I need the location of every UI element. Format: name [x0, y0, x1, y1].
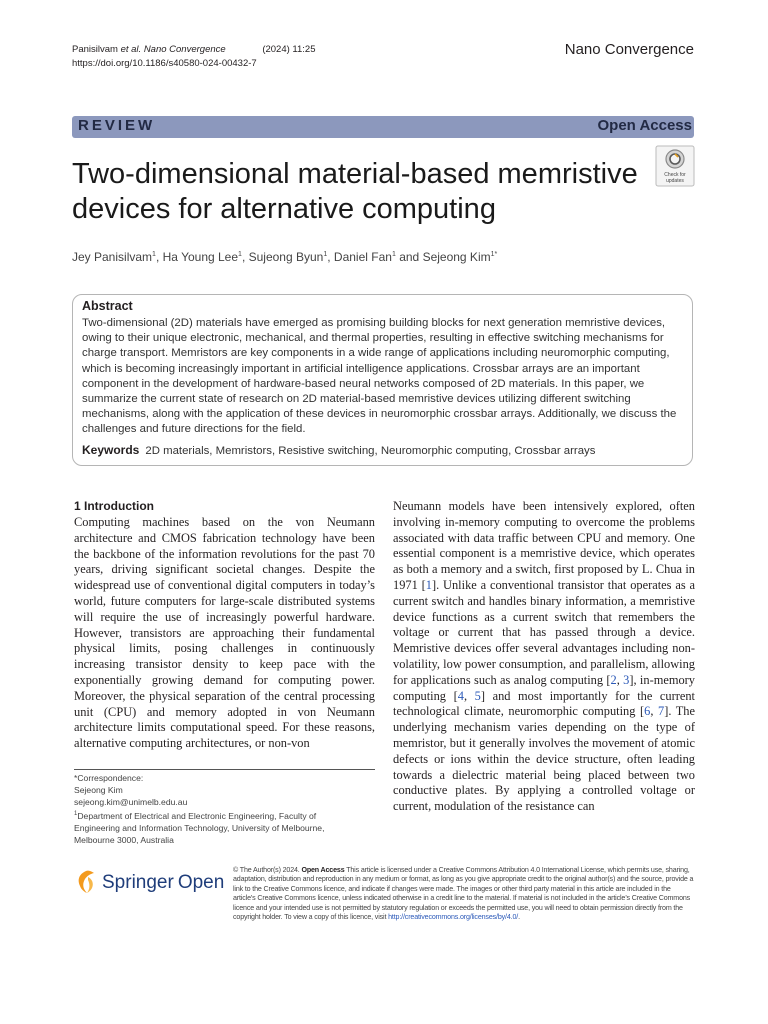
author-list	[72, 250, 497, 264]
check-for-updates-badge[interactable]	[655, 145, 695, 187]
author-name[interactable]: Sujeong Byun	[248, 250, 324, 264]
author-name[interactable]: Ha Young Lee	[162, 250, 239, 264]
keywords-line	[82, 443, 595, 457]
badge-text-2: updates	[666, 178, 684, 184]
license-notice	[233, 866, 695, 922]
author-name[interactable]: Sejeong Kim	[422, 250, 491, 264]
text-run: ]. Unlike a conventional transistor that operates as a current switch and handles binary information, a memristive device functions as a current switch that remembers the voltage or current that has passed through a device. Memristive devices offer several advantages including non-volatility, low power consumption, and parallelism, allowing for applications such as analog computing [	[393, 577, 695, 687]
intro-paragraph-right	[393, 499, 695, 815]
correspondence-email[interactable]: sejeong.kim@unimelb.edu.au	[74, 797, 188, 807]
header-journal-italic: et al. Nano Convergence	[120, 44, 226, 55]
citation-link[interactable]: 1	[425, 577, 432, 592]
section-heading-introduction: 1 Introduction	[74, 499, 154, 513]
citation-link[interactable]: 7	[657, 704, 665, 719]
license-url-link[interactable]: http://creativecommons.org/licenses/by/4.0/	[388, 913, 519, 922]
text-run: Neumann models have been intensively explored, often involving in-memory computing to overcome the problems associated with data traffic between CPU and memory. One essential component is a memristive device, which operates as both a memory and a switch, first proposed by L. Chua in 1971 [	[393, 499, 695, 592]
text-run: ]. The underlying mechanism varies depending on the type of memristor, but it generally involves the movement of atomic defects or ions within the device structure, often leading towards a dielectric material being placed between two conductive plates. By applying a controlled voltage or current, modulation of the resistance can	[393, 704, 695, 814]
citation-link[interactable]: 5	[474, 688, 481, 703]
author-affiliation-sup: 1	[323, 251, 328, 258]
article-type-label: REVIEW	[78, 117, 156, 134]
article-title: Two-dimensional material-based memristive devices for alternative computing	[72, 158, 638, 225]
keywords-list: 2D materials, Memristors, Resistive switching, Neuromorphic computing, Crossbar arrays	[145, 445, 596, 457]
keywords-label: Keywords	[82, 443, 140, 457]
license-end: .	[518, 913, 520, 922]
affiliation-sup: 1	[74, 811, 78, 817]
affiliation-line: Engineering and Information Technology, University of Melbourne,	[74, 822, 325, 833]
open-access-label: Open Access	[597, 117, 692, 134]
badge-text-1: Check for	[664, 172, 686, 178]
author-affiliation-sup: 1	[391, 251, 396, 258]
springer-open-logo-icon	[72, 868, 100, 901]
author-affiliation-sup: 1	[152, 251, 156, 258]
correspondence-name: Sejeong Kim	[74, 785, 123, 795]
license-open-access: Open Access	[301, 866, 345, 874]
citation-link[interactable]: 6	[644, 704, 651, 719]
correspondence-footnote	[74, 772, 324, 846]
citation-separator: ,	[650, 704, 658, 719]
check-updates-icon	[655, 145, 695, 187]
citation-separator: ,	[616, 672, 624, 687]
text-run: ] and most importantly for the current technological climate, neuromorphic computing [	[393, 688, 696, 719]
correspondence-label: *Correspondence:	[74, 773, 144, 783]
affiliation-line	[74, 808, 324, 822]
springer-wordmark-open: Open	[177, 872, 225, 893]
article-header-citation	[72, 43, 315, 71]
springer-wordmark-main: Springer	[102, 872, 174, 893]
header-authors: Panisilvam	[72, 44, 118, 55]
journal-name: Nano Convergence	[564, 41, 694, 58]
intro-paragraph-left: Computing machines based on the von Neumann architecture and CMOS fabrication technology have been the backbone of the information revolutions for the past 70 years, driving significant societal changes. Despite the widespread use of conventional digital computers in today’s world, future computers for large-scale distributed systems will require the use of increasingly powerful hardware. However, transistors are approaching their fundamental physical limits, posing challenges in continuously increasing transistor density to keep pace with the exponentially growing demand for computing power. Moreover, the physical separation of the central processing unit (CPU) and memory adopted in von Neumann architecture limits computational speed. For these reasons, alternative computing architectures, or non-von	[74, 515, 375, 751]
doi-link[interactable]: https://doi.org/10.1186/s40580-024-00432-7	[72, 58, 257, 69]
citation-link[interactable]: 4	[457, 688, 464, 703]
header-year-volume: (2024) 11:25	[262, 44, 316, 55]
author-separator: and	[395, 250, 423, 264]
author-name[interactable]: Daniel Fan	[333, 250, 392, 264]
citation-separator: ,	[463, 688, 475, 703]
author-affiliation-sup: 1*	[490, 251, 498, 258]
copyright-text: © The Author(s) 2024.	[233, 866, 300, 874]
text-run: ], in-memory computing [	[393, 672, 695, 703]
footnote-divider	[74, 769, 375, 770]
author-affiliation-sup: 1	[238, 251, 242, 258]
citation-link[interactable]: 2	[610, 672, 617, 687]
abstract-heading: Abstract	[82, 299, 133, 313]
author-name[interactable]: Jey Panisilvam	[72, 250, 153, 264]
affiliation-line: Melbourne 3000, Australia	[74, 834, 174, 845]
author-separator: ,	[327, 250, 334, 264]
abstract-text: Two-dimensional (2D) materials have emerged as promising building blocks for next generation memristive devices, owing to their unique electronic, mechanical, and thermal properties, resulting in effective switching mechanisms for charge transport. Memristors are key components in a wide range of applications including neuromorphic computing, which is becoming increasingly important in artificial intelligence applications. Crossbar arrays are an important component in the development of hardware-based neural networks composed of 2D materials. In this paper, we summarize the current state of research on 2D material-based memristive devices utilizing different switching mechanisms, along with the application of these devices in neuromorphic crossbar arrays. Additionally, we discuss the challenges and future directions for the field.	[82, 317, 677, 436]
author-separator: ,	[155, 250, 163, 264]
citation-link[interactable]: 3	[623, 672, 630, 687]
affiliation-text: Department of Electrical and Electronic Engineering, Faculty of	[77, 810, 317, 821]
springer-open-wordmark	[102, 872, 224, 894]
author-separator: ,	[241, 250, 249, 264]
license-body: This article is licensed under a Creative Commons Attribution 4.0 International License, which permits use, sharing, adaptation, distribution and reproduction in any medium or format, as long as you give appropriate credit to the original author(s) and the source, provide a link to the Creative Commons licence, and indicate if changes were made. The images or other third party material in this article are included in the article’s Creative Commons licence, unless indicated otherwise in a credit line to the material. If material is not included in the article’s Creative Commons licence and your intended use is not permitted by statutory regulation or exceeds the permitted use, you will need to obtain permission directly from the copyright holder. To view a copy of this licence, visit	[233, 866, 694, 922]
